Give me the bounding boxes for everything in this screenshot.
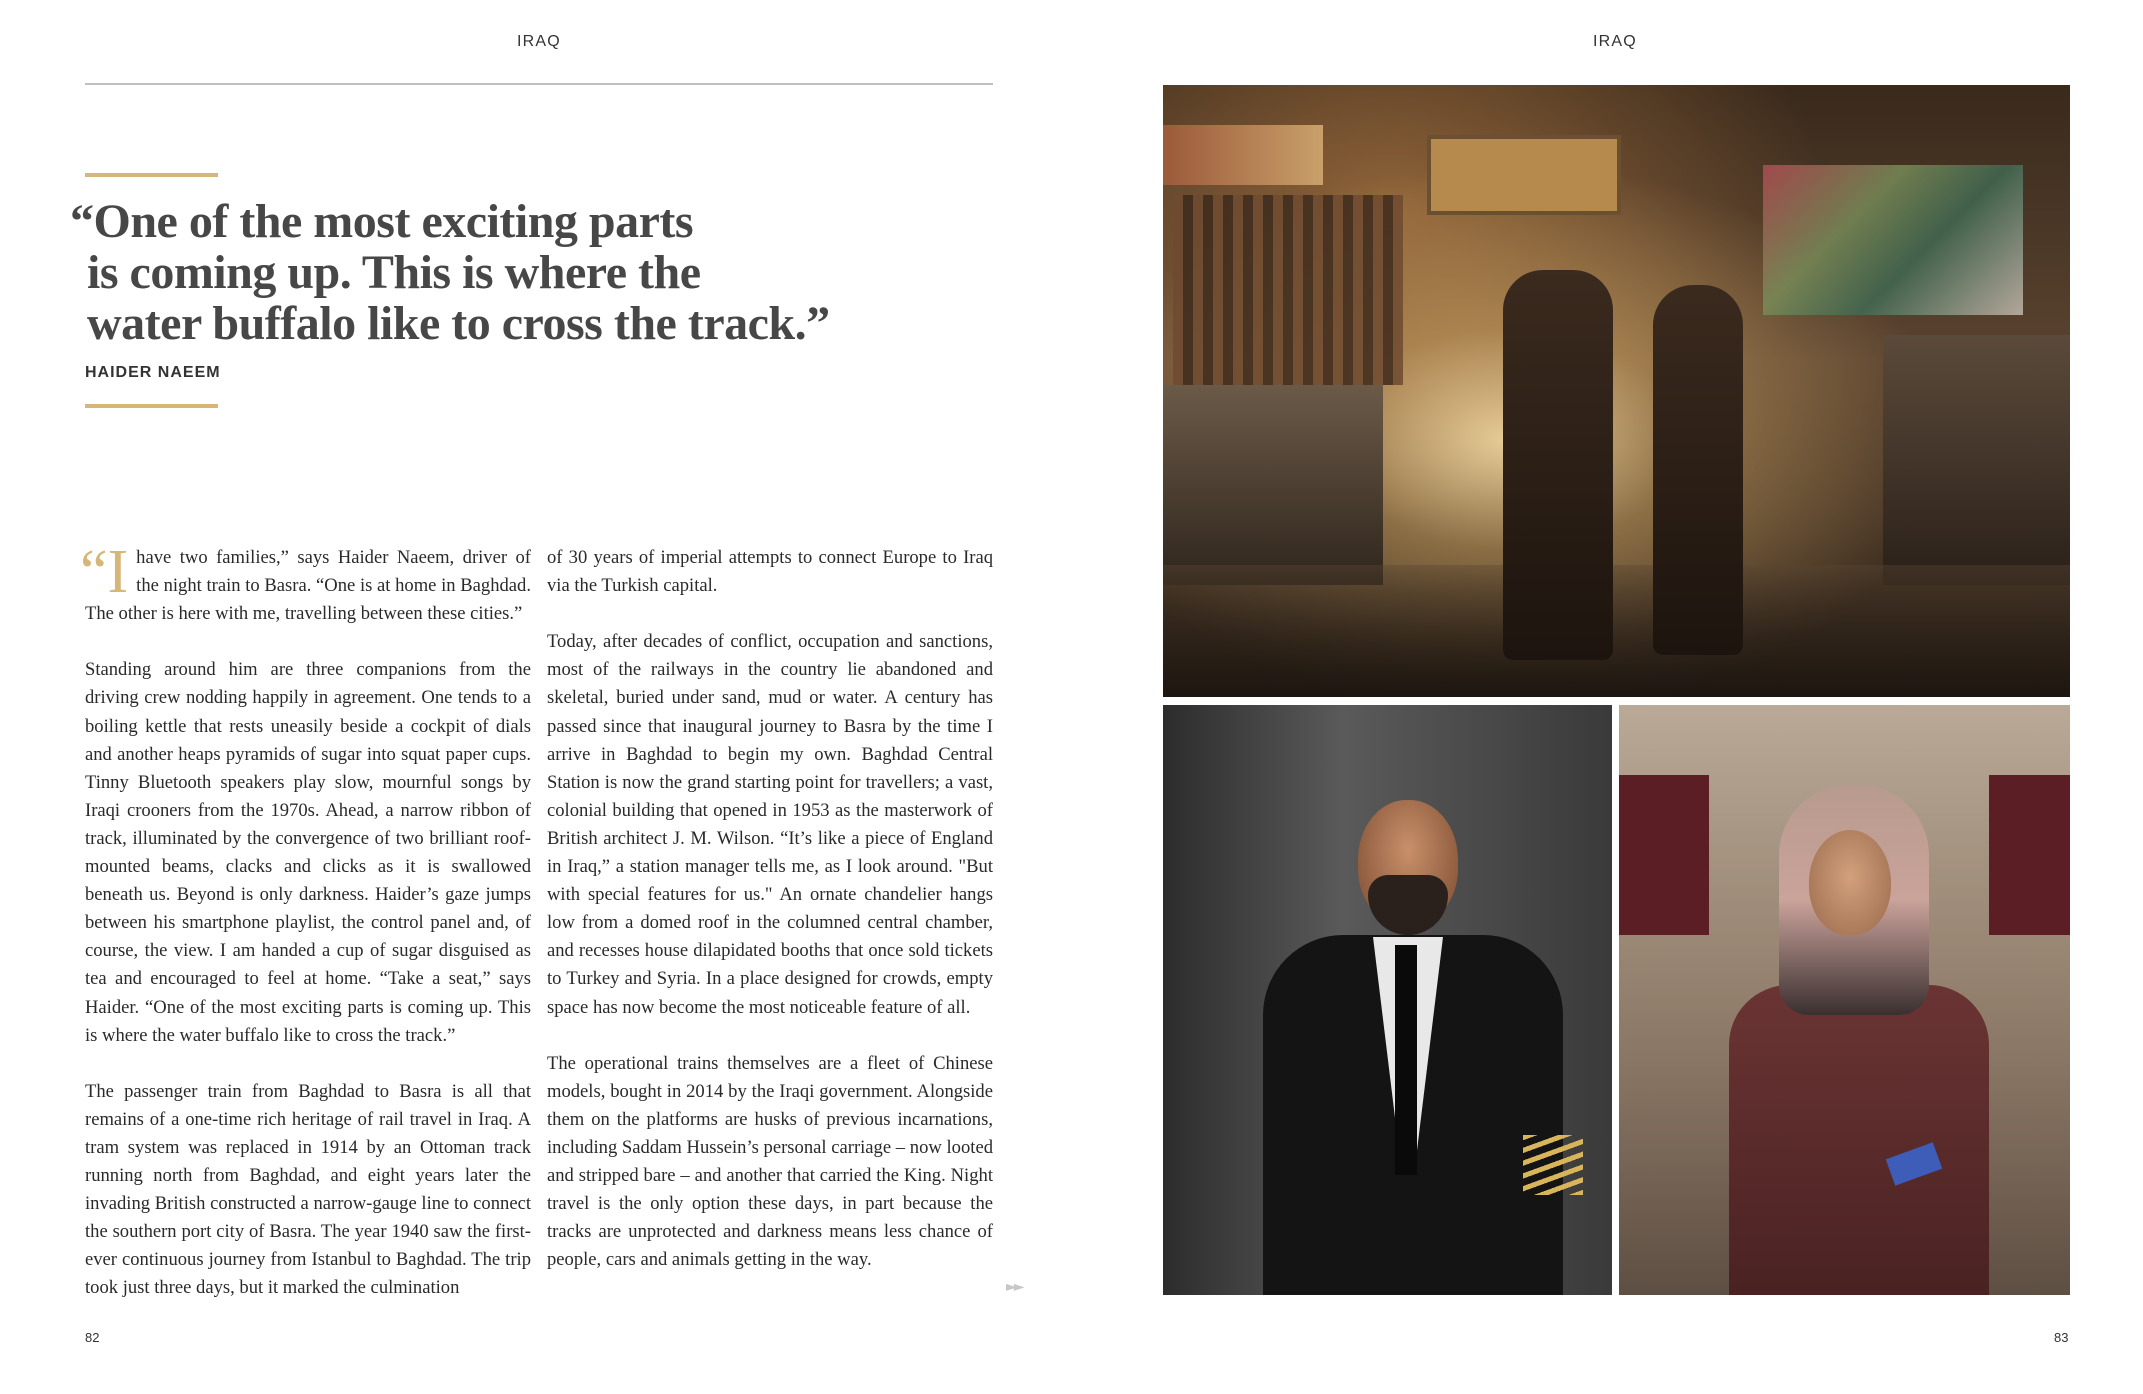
black-tie — [1395, 945, 1417, 1175]
market-floor — [1163, 565, 2070, 697]
woman-face — [1809, 830, 1891, 935]
shop-sign — [1427, 135, 1621, 215]
header-divider — [85, 83, 993, 85]
fish-rack — [1173, 195, 1403, 385]
article-paragraph: Standing around him are three companions from the driving crew nodding happily in agreement. One tends to a boiling kettle that rests uneasily beside a cockpit of dials and another heaps pyramids of sugar into squat paper cups. Tinny Bluetooth speakers play slow, mournful songs by Iraqi crooners from the 1970s. Ahead, a narrow ribbon of track, illuminated by the convergence of two brilliant roof-mounted beams, clacks and clicks as it is swallowed beneath us. Beyond is only darkness. Haider’s gaze jumps between his smartphone playlist, the control panel and, of course, the view. I am handed a cup of sugar disguised as tea and encouraged to feel at home. “Take a seat,” says Haider. “One of the most exciting parts is coming up. This is where the water buffalo like to cross the track.” — [85, 659, 531, 1046]
train-seat — [1989, 775, 2070, 935]
article-column-2 — [547, 544, 993, 1274]
passenger-photo — [1619, 705, 2070, 1295]
section-label-right: IRAQ — [1593, 33, 1637, 50]
pull-quote-line: “One of the most exciting parts — [70, 195, 694, 248]
article-paragraph: Today, after decades of conflict, occupation and sanctions, most of the railways in the country lie abandoned and skeletal, buried under sand, mud or water. A century has passed since that inaugural journey to Basra by the time I arrive in Baghdad to begin my own. Baghdad Central Station is now the grand starting point for travellers; a vast, colonial building that opened in 1953 as the masterwork of British architect J. M. Wilson. “It’s like a piece of England in Iraq,” a station manager tells me, as I look around. "But with special features for us." An ornate chandelier hangs low from a domed roof in the columned central chamber, and recesses house dilapidated booths that once sold tickets to Turkey and Syria. In a place designed for crowds, empty space has now become the most noticeable feature of all. — [547, 631, 993, 1018]
market-photo — [1163, 85, 2070, 697]
market-stall — [1883, 335, 2070, 585]
sleeve-stripes — [1523, 1135, 1583, 1195]
paragraph-text: have two families,” says Haider Naeem, driver of the night train to Basra. “One is at home in Baghdad. The other is here with me, travelling between these cities.” — [85, 547, 531, 625]
page-number-right: 83 — [2054, 1330, 2069, 1345]
quote-top-rule — [85, 173, 218, 177]
hanging-laundry — [1763, 165, 2023, 315]
page-number-left: 82 — [85, 1330, 100, 1345]
article-paragraph: The operational trains themselves are a fleet of Chinese models, bought in 2014 by the Iraqi government. Alongside them on the platforms are husks of previous incarnations, including Saddam Hussein’s personal carriage – now looted and stripped bare – and another that carried the King. Night travel is the only option these days, in part because the tracks are unprotected and darkness means less chance of people, cars and animals getting in the way. — [547, 1052, 993, 1271]
continue-arrow-icon: ►► — [1006, 1279, 1022, 1295]
section-label-left: IRAQ — [517, 33, 561, 50]
dress — [1729, 985, 1989, 1295]
quote-author: HAIDER NAEEM — [85, 364, 221, 381]
article-paragraph: The passenger train from Baghdad to Basra is all that remains of a one-time rich heritage of rail travel in Iraq. A tram system was replaced in 1914 by an Ottoman track running north from Baghdad, and eight years later the invading British constructed a narrow-gauge line to connect the southern port city of Basra. The year 1940 saw the first-ever continuous journey from Istanbul to Baghdad. The trip took just three days, but it marked the culmination — [85, 1080, 531, 1299]
person-figure — [1653, 285, 1743, 655]
quote-bottom-rule — [85, 404, 218, 408]
pull-quote-line: is coming up. This is where the — [87, 246, 701, 299]
drop-cap: “I — [80, 538, 129, 606]
article-column-1 — [80, 538, 531, 1303]
article-paragraph — [80, 538, 531, 628]
market-stall — [1163, 385, 1383, 585]
article-paragraph: of 30 years of imperial attempts to connect Europe to Iraq via the Turkish capital. — [547, 547, 993, 597]
person-figure — [1503, 270, 1613, 660]
pull-quote-line: water buffalo like to cross the track.” — [87, 297, 830, 350]
shop-sign — [1163, 125, 1323, 185]
train-seat — [1619, 775, 1709, 935]
pull-quote — [70, 196, 830, 349]
driver-beard — [1368, 875, 1448, 935]
train-driver-photo — [1163, 705, 1612, 1295]
